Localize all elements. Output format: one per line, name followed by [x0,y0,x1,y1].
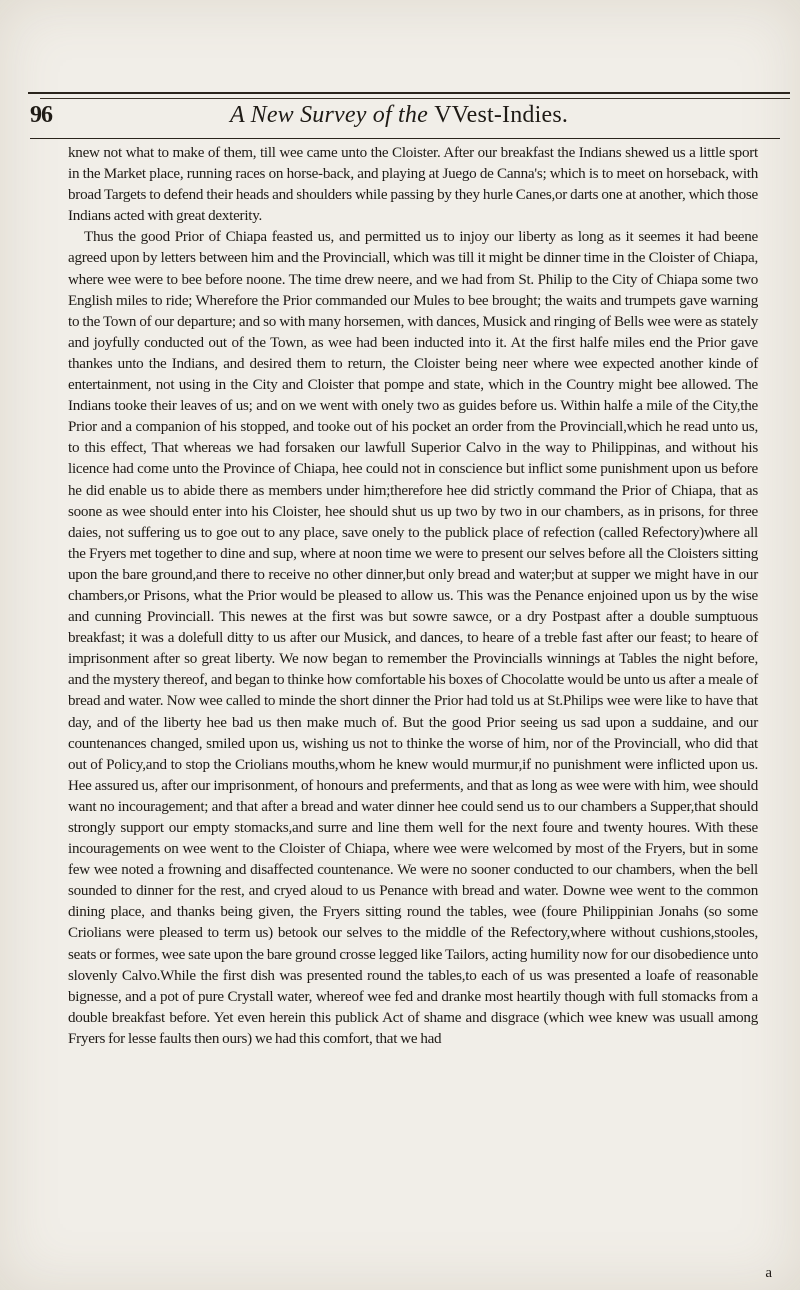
running-head-roman: VVest-Indies. [434,102,569,128]
paragraph: knew not what to make of them, till wee came unto the Cloister. After our breakfast the Indians shewed us a little sport in the Market place, running races on horse-back, and playing at Juego de Canna's; which is to meet on horseback, with broad Targets to defend their heads and shoulders while passing by they hurle Canes,or darts one at another, which those Indians acted with great dexterity. [68,145,758,225]
paragraph: Thus the good Prior of Chiapa feasted us, and permitted us to injoy our liberty as long as it seemes it had beene agreed upon by letters between him and the Provinciall, which was till it might be dinner time in the Cloister of Chiapa, where wee were to bee before noone. The time drew neere, and we had from St. Philip to the City of Chiapa some two English miles to ride; Wherefore the Prior commanded our Mules to bee brought; the waits and trumpets gave warning to the Town of our departure; and so with many horsemen, with dances, Musick and ringing of Bells wee were as stately and joyfully conducted out of the Town, as wee had been inducted into it. At the first halfe miles end the Prior gave thankes unto the Indians, and desired them to return, the Cloister being neer where wee expected another kinde of entertainment, not using in the City and Cloister that pompe and state, which in the Country might bee allowed. The Indians tooke their leaves of us; and on we went with onely two as guides before us. Within halfe a mile of the City,the Prior and a companion of his stopped, and tooke out of his pocket an order from the Provinciall,which he read unto us, to this effect, That whereas we had forsaken our lawfull Superior Calvo in the way to Philippinas, and without his licence had come unto the Province of Chiapa, hee could not in conscience but inflict some punishment upon us before he did enable us to abide there as members under him;therefore hee did strictly command the Prior of Chiapa, that as soone as wee should enter into his Cloister, hee should shut us up two by two in our chambers, as in prisons, for three daies, not suffering us to goe out to any place, save onely to the publick place of refection (called Refectory)where all the Fryers met together to dine and sup, where at noon time we were to present our selves before all the Cloisters sitting upon the bare ground,and there to receive no other dinner,but only bread and water;but at supper we might have in our chambers,or Prisons, what the Prior would be pleased to allow us. This was the Penance enjoined upon us by the wise and cunning Provinciall. This newes at the first was but sowre sawce, or a dry Postpast after a double sumptuous breakfast; it was a dolefull ditty to us after our Musick, and dances, to heare of a treble fast after our feast; to heare of imprisonment after so great liberty. We now began to remember the Provincialls winnings at Tables the night before, and the mystery thereof, and began to thinke how comfortable his boxes of Chocolatte would be unto us after a meale of bread and water. Now wee called to minde the short dinner the Prior had told us at St.Philips wee were like to have that day, and of the liberty hee bad us then make much of. But the good Prior seeing us sad upon a suddaine, and our countenances changed, smiled upon us, wishing us not to thinke the worse of him, nor of the Provinciall, who did that out of Policy,and to stop the Criolians mouths,whom he knew would murmur,if no punishment were inflicted upon us. Hee assured us, after our imprisonment, of honours and preferments, and that as long as wee were with him, wee should want no incouragement; and that after a bread and water dinner hee could send us to our chambers a Supper,that should strongly support our empty stomacks,and surre and line them well for the next foure and twenty houres. With these incouragements on wee went to the Cloister of Chiapa, where wee were welcomed by most of the Fryers, but in some few wee noted a frowning and disaffected countenance. We were no sooner conducted to our chambers, when the bell sounded to dinner for the rest, and cryed aloud to us Penance with bread and water. Downe wee went to the common dining place, and thanks being given, the Fryers sitting round the tables, wee (foure Philippinian Jonahs (so some Criolians were pleased to term us) betook our selves to the middle of the Refectory,where without cushions,stooles, seats or formes, wee sate upon the bare ground crosse legged like Tailors, acting humility now for our disobedience unto slovenly Calvo.While the first dish was presented round the tables,to each of us was presented a loafe of reasonable bignesse, and a pot of pure Crystall water, whereof wee fed and dranke most heartily though with full stomacks from a double breakfast before. Yet even herein this publick Act of shame and disgrace (which wee knew was usuall among Fryers for lesse faults then ours) we had this comfort, that we had [68,229,758,1047]
top-edge-rule-thin [40,98,790,99]
page-number: 96 [30,102,52,128]
running-head-italic: A New Survey of the [230,102,435,128]
top-edge-rule [28,92,790,94]
catchword: a [765,1265,772,1281]
body-text [68,143,758,1050]
header-rule [30,138,780,139]
page-header [30,100,780,134]
running-head [230,102,568,129]
